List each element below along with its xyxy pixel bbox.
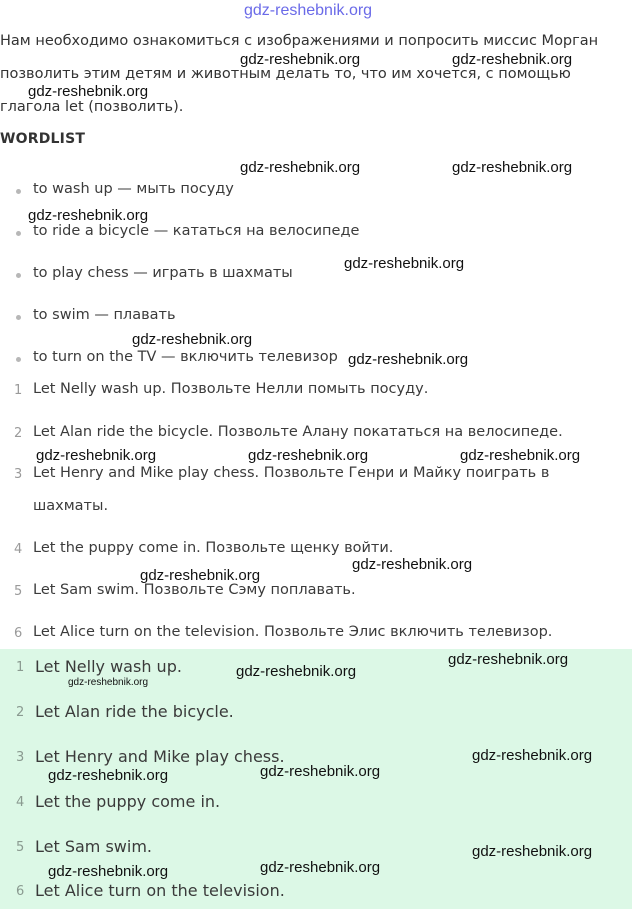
watermark: gdz-reshebnik.org (452, 159, 573, 176)
sentence-number: 6 (14, 626, 23, 641)
watermark: gdz-reshebnik.org (240, 159, 361, 176)
sentence-number: 2 (14, 426, 23, 441)
intro-line-1: Нам необходимо ознакомиться с изображениями и попросить миссис Морган (0, 33, 599, 49)
watermark: gdz-reshebnik.org (132, 331, 253, 348)
answer-number: 2 (16, 705, 25, 720)
intro-line-2: позволить этим детям и животным делать то, что им хочется, с помощью (0, 66, 571, 82)
answer-text: Let Henry and Mike play chess. (35, 747, 285, 766)
bullet-icon (16, 357, 21, 362)
watermark: gdz-reshebnik.org (344, 255, 465, 272)
answer-text: Let the puppy come in. (35, 792, 221, 811)
sentence-number: 4 (14, 542, 23, 557)
watermark: gdz-reshebnik.org (48, 863, 169, 880)
watermark: gdz-reshebnik.org (140, 567, 261, 584)
watermark: gdz-reshebnik.org (260, 763, 381, 780)
bullet-icon (16, 231, 21, 236)
answer-number: 4 (16, 795, 25, 810)
watermark: gdz-reshebnik.org (28, 207, 149, 224)
watermark-top: gdz-reshebnik.org (244, 2, 373, 19)
wordlist-item-text: to wash up — мыть посуду (33, 181, 234, 197)
watermark: gdz-reshebnik.org (236, 663, 357, 680)
wordlist-item-text: to play chess — играть в шахматы (33, 265, 293, 281)
watermark: gdz-reshebnik.org (48, 767, 169, 784)
answer-number: 5 (16, 840, 25, 855)
wordlist-item-text: to ride a bicycle — кататься на велосипеде (33, 223, 360, 239)
watermark: gdz-reshebnik.org (260, 859, 381, 876)
watermark: gdz-reshebnik.org (248, 447, 369, 464)
watermark: gdz-reshebnik.org (448, 651, 569, 668)
watermark: gdz-reshebnik.org (352, 556, 473, 573)
watermark: gdz-reshebnik.org (472, 747, 593, 764)
answer-number: 1 (16, 660, 25, 675)
sentence-number: 3 (14, 467, 23, 482)
watermark: gdz-reshebnik.org (28, 83, 149, 100)
watermark: gdz-reshebnik.org (36, 447, 157, 464)
answer-text: Let Sam swim. (35, 837, 153, 856)
sentence-number: 5 (14, 584, 23, 599)
sentence-text: Let Alice turn on the television. Позвольте Элис включить телевизор. (33, 624, 553, 640)
sentence-text: Let Henry and Mike play chess. Позвольте Генри и Майку поиграть в (33, 465, 550, 481)
wordlist-item-text: to swim — плавать (33, 307, 176, 323)
bullet-icon (16, 189, 21, 194)
answer-number: 6 (16, 884, 25, 899)
watermark: gdz-reshebnik.org (472, 843, 593, 860)
bullet-icon (16, 315, 21, 320)
answer-text: Let Nelly wash up. (35, 657, 182, 676)
sentence-text: Let Alan ride the bicycle. Позвольте Алану покататься на велосипеде. (33, 424, 563, 440)
watermark: gdz-reshebnik.org (348, 351, 469, 368)
bullet-icon (16, 273, 21, 278)
watermark: gdz-reshebnik.org (240, 51, 361, 68)
sentence-text: Let the puppy come in. Позвольте щенку войти. (33, 540, 394, 556)
watermark: gdz-reshebnik.org (452, 51, 573, 68)
intro-line-3: глагола let (позволить). (0, 99, 184, 115)
watermark: gdz-reshebnik.org (68, 677, 149, 688)
sentence-text: Let Nelly wash up. Позвольте Нелли помыть посуду. (33, 381, 429, 397)
answer-number: 3 (16, 750, 25, 765)
sentence-number: 1 (14, 383, 23, 398)
watermark: gdz-reshebnik.org (460, 447, 581, 464)
answer-text: Let Alice turn on the television. (35, 881, 285, 900)
answer-text: Let Alan ride the bicycle. (35, 702, 234, 721)
sentence-text-continued: шахматы. (33, 498, 109, 514)
wordlist-item-text: to turn on the TV — включить телевизор (33, 349, 338, 365)
wordlist-heading: WORDLIST (0, 131, 86, 147)
sentence-text: Let Sam swim. Позвольте Сэму поплавать. (33, 582, 356, 598)
